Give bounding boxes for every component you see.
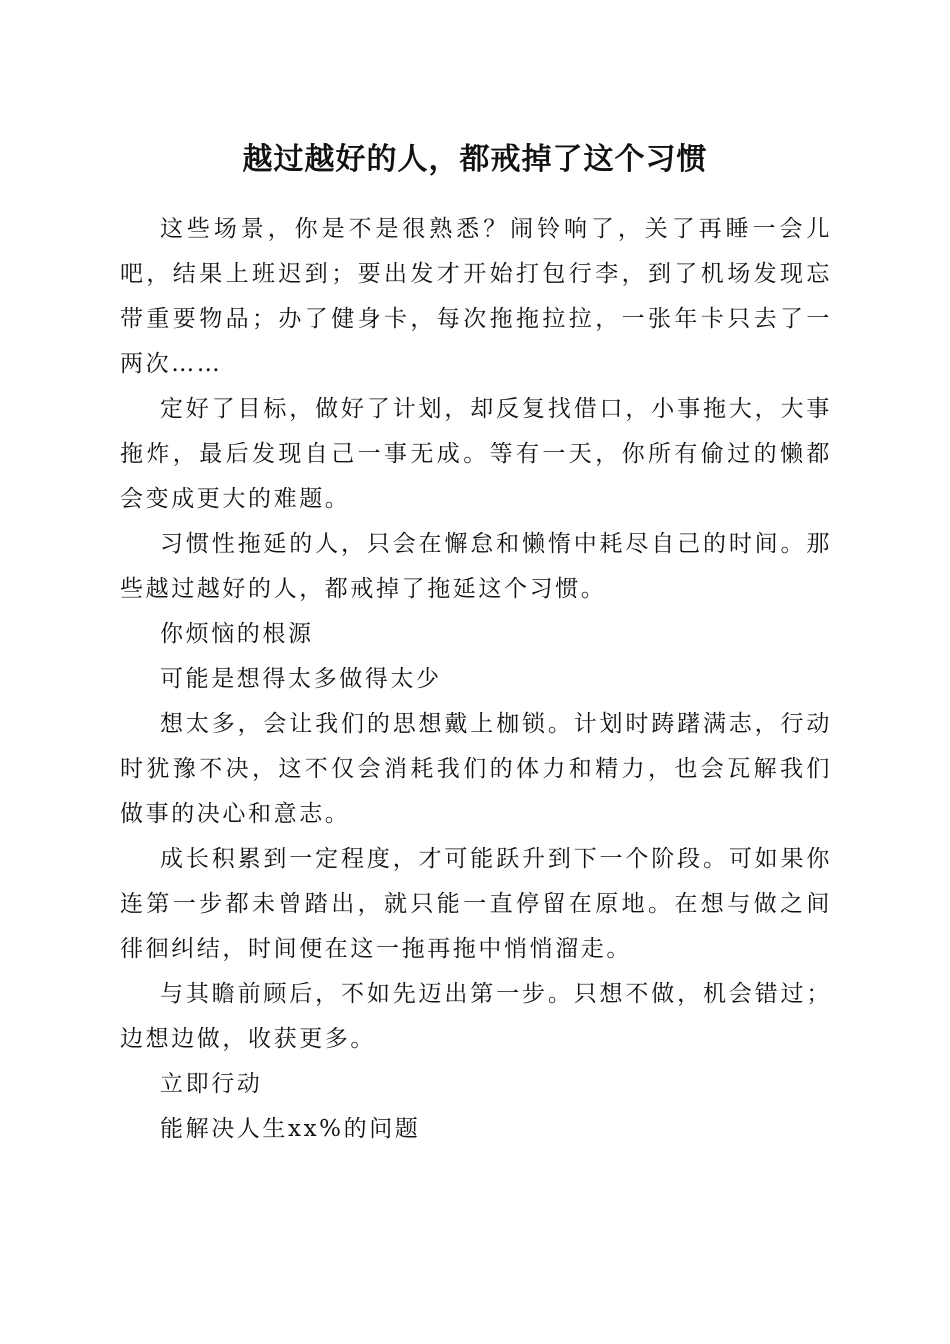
paragraph-goals: 定好了目标，做好了计划，却反复找借口，小事拖大，大事拖炸，最后发现自己一事无成。等有一天，你所有偷过的懒都会变成更大的难题。 xyxy=(120,396,832,512)
paragraph-scenarios: 这些场景，你是不是很熟悉？闹铃响了，关了再睡一会儿吧，结果上班迟到；要出发才开始打包行李，到了机场发现忘带重要物品；办了健身卡，每次拖拖拉拉，一张年卡只去了一两次…… xyxy=(120,216,832,377)
subheading-solve-problems: 能解决人生xx%的问题 xyxy=(160,1116,421,1142)
document-title: 越过越好的人，都戒掉了这个习惯 xyxy=(242,142,708,177)
subheading-act-now: 立即行动 xyxy=(160,1071,263,1097)
subheading-think-too-much: 可能是想得太多做得太少 xyxy=(160,666,442,692)
subheading-root-cause: 你烦恼的根源 xyxy=(160,621,314,647)
document-body xyxy=(120,207,832,1152)
paragraph-growth: 成长积累到一定程度，才可能跃升到下一个阶段。可如果你连第一步都未曾踏出，就只能一直停留在原地。在想与做之间徘徊纠结，时间便在这一拖再拖中悄悄溜走。 xyxy=(120,846,832,962)
paragraph-habit: 习惯性拖延的人，只会在懈怠和懒惰中耗尽自己的时间。那些越过越好的人，都戒掉了拖延这个习惯。 xyxy=(120,531,832,602)
paragraph-overthinking: 想太多，会让我们的思想戴上枷锁。计划时踌躇满志，行动时犹豫不决，这不仅会消耗我们的体力和精力，也会瓦解我们做事的决心和意志。 xyxy=(120,711,832,827)
paragraph-first-step: 与其瞻前顾后，不如先迈出第一步。只想不做，机会错过；边想边做，收获更多。 xyxy=(120,981,832,1052)
